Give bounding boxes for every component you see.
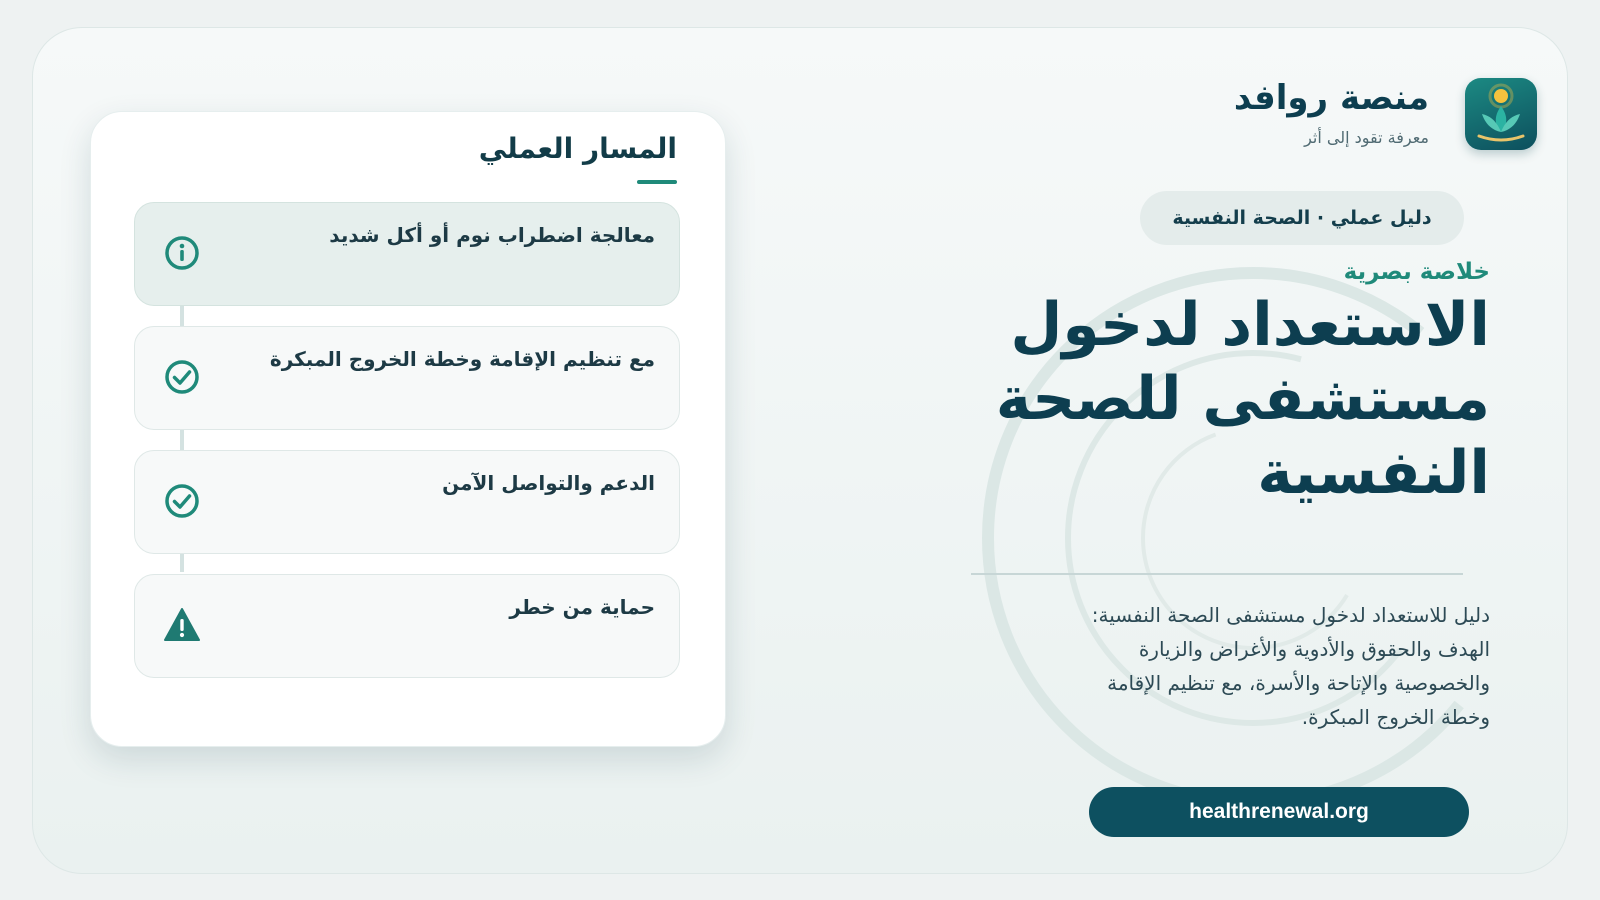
path-card	[90, 111, 726, 747]
step-item-sleep-eating[interactable]	[134, 202, 680, 306]
description: دليل للاستعداد لدخول مستشفى الصحة النفسية: الهدف والحقوق والأدوية والأغراض والزيارة والخصوصية والإتاحة والأسرة، مع تنظيم الإقامة وخطة الخروج المبكرة.	[1091, 603, 1490, 729]
step-item-risk-protection[interactable]	[134, 574, 680, 678]
page-title	[930, 288, 1490, 510]
brand-tagline: معرفة تقود إلى أثر	[1304, 128, 1429, 147]
warning-triangle-icon	[162, 605, 202, 645]
step-item-support-contact[interactable]	[134, 450, 680, 554]
step-label: مع تنظيم الإقامة وخطة الخروج المبكرة	[269, 347, 655, 371]
card-title: المسار العملي	[478, 132, 677, 165]
brand-header	[1187, 78, 1537, 158]
check-circle-icon	[162, 481, 202, 521]
step-label: الدعم والتواصل الآمن	[442, 471, 655, 495]
check-circle-icon	[162, 357, 202, 397]
category-pill: دليل عملي · الصحة النفسية	[1140, 191, 1464, 245]
title-underline	[637, 180, 677, 184]
title-line: الاستعداد لدخول	[1010, 290, 1490, 360]
title-line: النفسية	[1257, 438, 1490, 508]
page-frame	[32, 27, 1568, 874]
brand-name: منصة روافد	[1233, 78, 1429, 118]
lotus-sun-icon	[1465, 78, 1537, 150]
title-line: مستشفى للصحة	[995, 364, 1490, 434]
step-label: معالجة اضطراب نوم أو أكل شديد	[329, 223, 655, 247]
divider	[971, 573, 1463, 575]
info-circle-icon	[162, 233, 202, 273]
step-label: حماية من خطر	[509, 595, 655, 619]
subtitle: خلاصة بصرية	[1343, 259, 1490, 285]
website-link-button[interactable]: healthrenewal.org	[1089, 787, 1469, 837]
step-item-stay-discharge[interactable]	[134, 326, 680, 430]
